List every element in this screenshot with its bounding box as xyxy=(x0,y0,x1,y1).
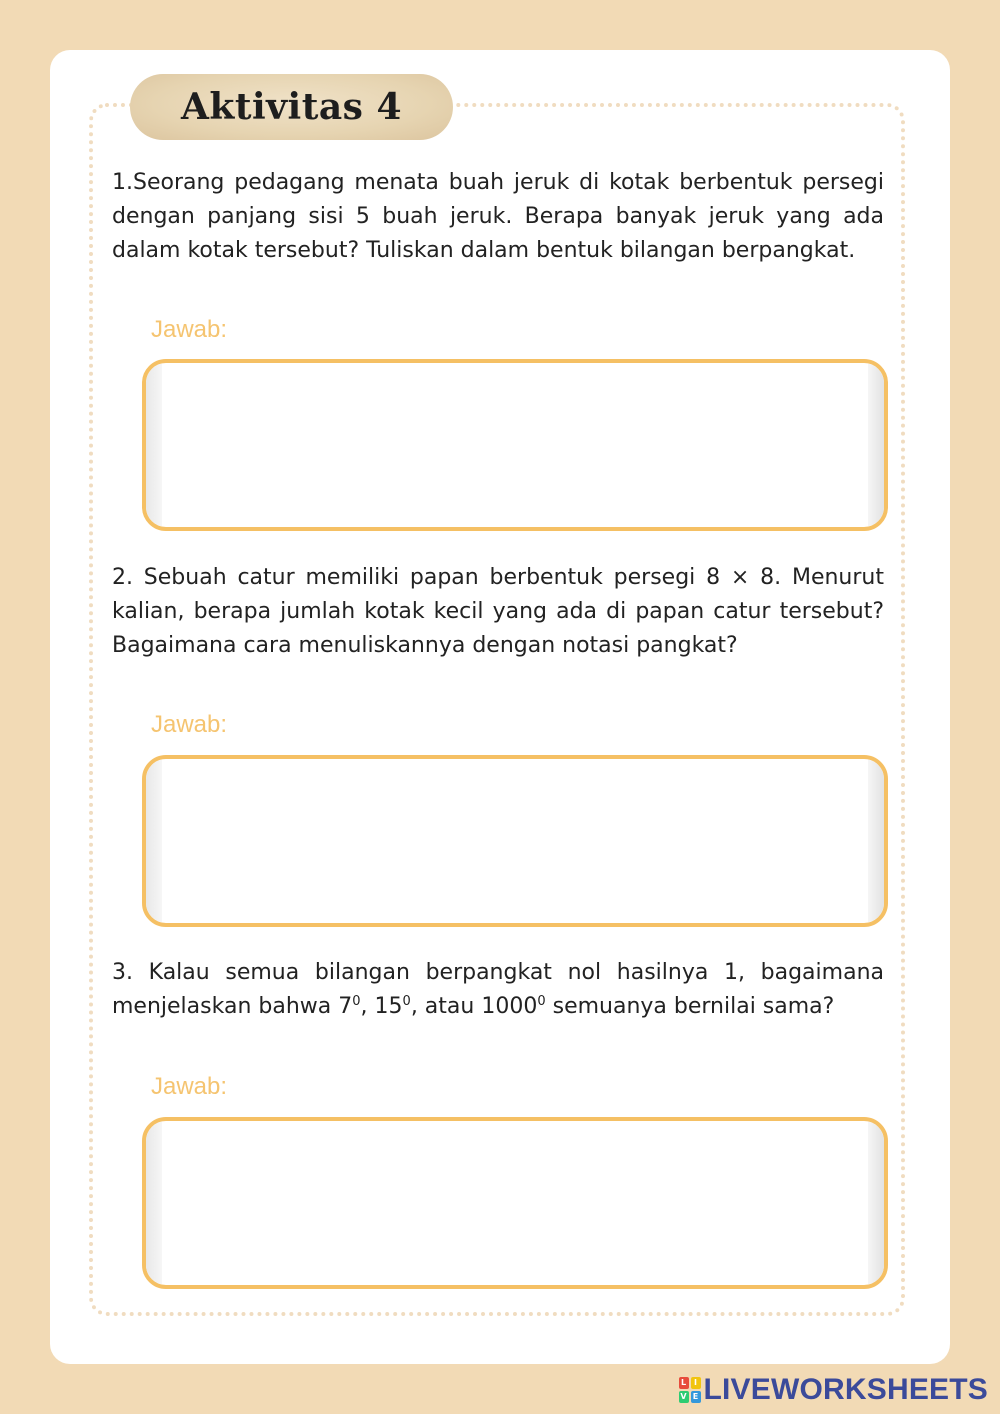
question-2-answer-box[interactable] xyxy=(142,755,888,927)
question-3-answer-label: Jawab: xyxy=(151,1073,228,1100)
power-base: 15 xyxy=(374,994,403,1019)
logo-letter: L xyxy=(679,1377,689,1389)
separator: , atau xyxy=(410,994,482,1019)
answer-box-edge xyxy=(868,759,884,923)
question-1-answer-label: Jawab: xyxy=(151,316,228,343)
power-base: 7 xyxy=(338,994,353,1019)
page-title: Aktivitas 4 xyxy=(180,86,403,128)
logo-letter: E xyxy=(691,1391,701,1403)
power-exponent: 0 xyxy=(537,994,546,1009)
answer-box-edge xyxy=(868,1121,884,1285)
question-2-text: 2. Sebuah catur memiliki papan berbentuk persegi 8 × 8. Menurut kalian, berapa jumlah kotak kecil yang ada di papan catur tersebut? Bagaimana cara menuliskannya dengan notasi pangkat? xyxy=(112,565,884,658)
question-3-text-before: 3. Kalau semua bilangan berpangkat nol hasilnya 1, bagaimana menjelaskan bahwa xyxy=(112,960,884,1019)
liveworksheets-brand[interactable] xyxy=(679,1373,989,1407)
question-3-text xyxy=(112,956,884,1024)
question-2-answer-input[interactable] xyxy=(162,759,858,923)
answer-box-edge xyxy=(146,363,162,527)
question-1-answer-input[interactable] xyxy=(162,363,858,527)
question-1-text: 1.Seorang pedagang menata buah jeruk di kotak berbentuk persegi dengan panjang sisi 5 buah jeruk. Berapa banyak jeruk yang ada dalam kotak tersebut? Tuliskan dalam bentuk bilangan berpangkat. xyxy=(112,170,884,263)
liveworksheets-logo-icon xyxy=(679,1377,701,1403)
question-3-answer-input[interactable] xyxy=(162,1121,858,1285)
brand-wordmark: LIVEWORKSHEETS xyxy=(703,1373,988,1406)
question-2-answer-label: Jawab: xyxy=(151,711,228,738)
question-3-answer-box[interactable] xyxy=(142,1117,888,1289)
title-badge xyxy=(130,74,453,140)
logo-letter: V xyxy=(680,1392,687,1401)
power-base: 1000 xyxy=(481,994,538,1019)
question-3-text-after: semuanya bernilai sama? xyxy=(545,994,835,1019)
separator: , xyxy=(360,994,375,1019)
answer-box-edge xyxy=(146,759,162,923)
question-1-answer-box[interactable] xyxy=(142,359,888,531)
power-exponent: 0 xyxy=(402,994,411,1009)
answer-box-edge xyxy=(868,363,884,527)
power-exponent: 0 xyxy=(352,994,361,1009)
logo-letter: I xyxy=(691,1377,701,1389)
answer-box-edge xyxy=(146,1121,162,1285)
